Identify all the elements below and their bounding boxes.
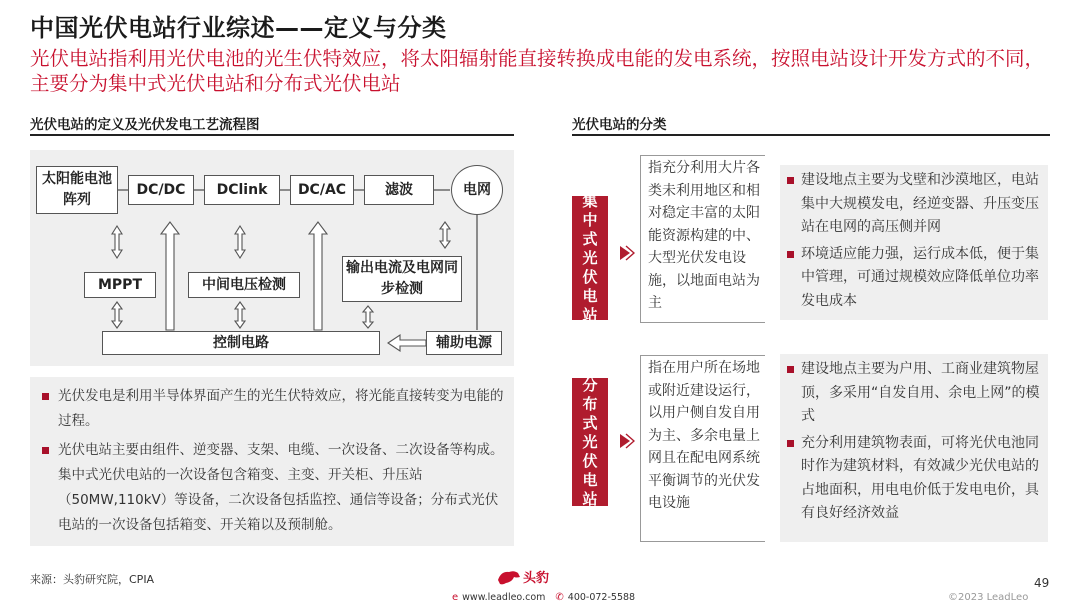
bullet-square-icon — [787, 251, 794, 258]
chevron-right-icon — [617, 244, 635, 262]
web-icon: e — [452, 592, 459, 603]
category-label-text: 集中式光伏电站 — [582, 191, 598, 324]
category-label-centralized — [572, 191, 608, 324]
bullet-item — [40, 438, 504, 538]
classification-heading: 光伏电站的分类 — [572, 117, 667, 133]
solar-array-box: 太阳能电池阵列 — [36, 166, 118, 214]
classification-rule — [572, 134, 1050, 136]
output-sync-box: 输出电流及电网同步检测 — [342, 256, 462, 302]
feature-text: 建设地点主要为戈壁和沙漠地区，电站集中大规模发电，经逆变器、升压变压站在电网的高压侧并网 — [801, 172, 1039, 235]
bullet-square-icon — [42, 447, 49, 454]
source-note: 来源：头豹研究院，CPIA — [30, 573, 155, 586]
feature-item — [786, 358, 1042, 429]
contact-info — [452, 592, 635, 603]
page-title: 中国光伏电站行业综述——定义与分类 — [30, 14, 447, 42]
phone-icon: ✆ — [555, 592, 564, 603]
bullet-square-icon — [787, 440, 794, 447]
website-link[interactable]: www.leadleo.com — [462, 592, 546, 603]
chevron-right-icon — [617, 432, 635, 450]
flow-section-rule — [30, 134, 514, 136]
leopard-logo-icon — [497, 568, 521, 586]
category-description-centralized: 指充分利用大片各类未利用地区和相对稳定丰富的太阳能资源构建的中、大型光伏发电设施，以地面电站为主 — [640, 155, 765, 323]
dcac-box: DC/AC — [290, 175, 354, 205]
leadleo-logo — [497, 567, 549, 586]
bullet-text: 光伏发电是利用半导体界面产生的光生伏特效应，将光能直接转变为电能的过程。 — [58, 388, 504, 429]
page-subtitle: 光伏电站指利用光伏电池的光生伏特效应，将太阳辐射能直接转换成电能的发电系统，按照电站设计开发方式的不同，主要分为集中式光伏电站和分布式光伏电站 — [30, 47, 1045, 95]
logo-text: 头豹 — [523, 571, 550, 586]
category-label-distributed — [572, 375, 608, 508]
grid-node: 电网 — [451, 165, 503, 215]
bullet-square-icon — [787, 177, 794, 184]
category-features-distributed — [780, 354, 1048, 542]
control-circuit-box: 控制电路 — [102, 331, 380, 355]
copyright: ©2023 LeadLeo — [948, 592, 1029, 603]
dcdc-box: DC/DC — [128, 175, 194, 205]
feature-text: 环境适应能力强，运行成本低，便于集中管理，可通过规模效应降低单位功率发电成本 — [801, 245, 1039, 309]
mid-voltage-box: 中间电压检测 — [188, 272, 300, 298]
feature-item — [786, 432, 1042, 526]
definition-bullets — [30, 377, 514, 546]
feature-text: 建设地点主要为户用、工商业建筑物屋顶，多采用“自发自用、余电上网”的模式 — [801, 361, 1040, 424]
category-description-distributed: 指在用户所在场地或附近建设运行，以用户侧自发自用为主、多余电量上网且在配电网系统平衡调节的光伏发电设施 — [640, 355, 765, 542]
bullet-square-icon — [42, 393, 49, 400]
feature-item — [786, 243, 1042, 314]
phone-number: 400-072-5588 — [567, 592, 636, 603]
bullet-square-icon — [787, 366, 794, 373]
feature-item — [786, 169, 1042, 240]
category-label-text: 分布式光伏电站 — [582, 375, 598, 508]
feature-text: 充分利用建筑物表面，可将光伏电池同时作为建筑材料，有效减少光伏电站的占地面积，用电电价低于发电电价，具有良好经济效益 — [801, 434, 1039, 521]
aux-power-box: 辅助电源 — [426, 331, 502, 355]
bullet-item — [40, 384, 504, 434]
mppt-box: MPPT — [84, 272, 156, 298]
bullet-text: 光伏电站主要由组件、逆变器、支架、电缆、一次设备、二次设备等构成。集中式光伏电站的一次设备包含箱变、主变、开关柜、升压站（50MW,110kV）等设备，二次设备包括监控、通信等设备；分布式光伏电站的一次设备包括箱变、开关箱以及预制舱。 — [58, 442, 504, 533]
flow-section-heading: 光伏电站的定义及光伏发电工艺流程图 — [30, 117, 260, 133]
page-number: 49 — [1034, 576, 1050, 590]
category-features-centralized — [780, 165, 1048, 320]
dclink-box: DClink — [204, 175, 280, 205]
filter-box: 滤波 — [364, 175, 434, 205]
